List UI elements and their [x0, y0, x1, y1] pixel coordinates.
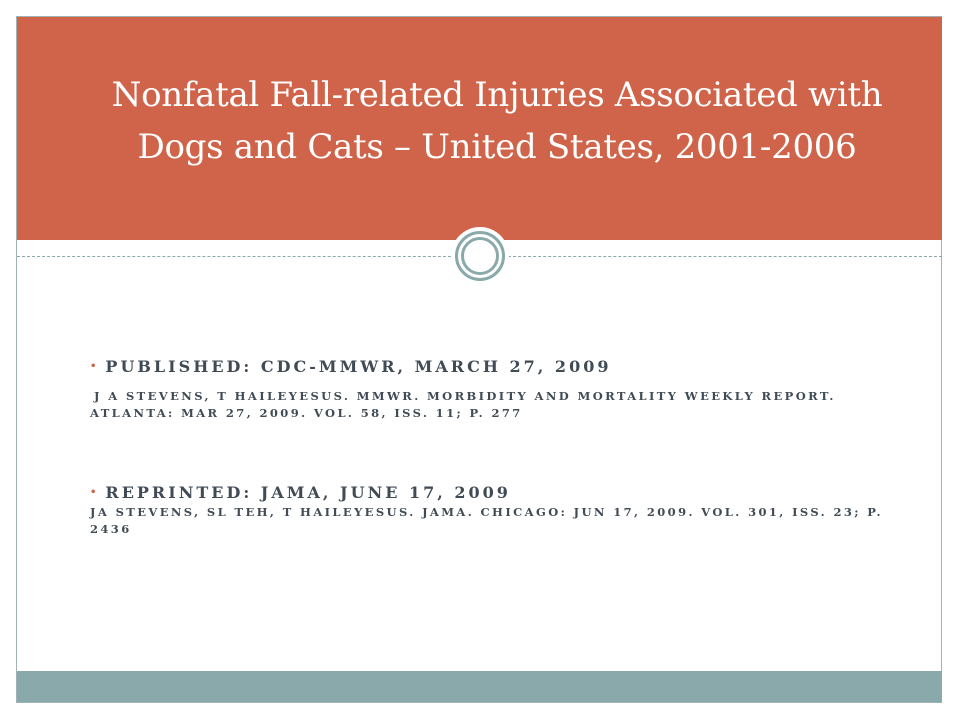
- title-band: [17, 17, 942, 240]
- bullet-reprinted: [90, 482, 910, 504]
- footer-band: [17, 671, 942, 702]
- bullet-dot-icon: •: [90, 487, 100, 498]
- slide-title: Nonfatal Fall-related Injuries Associated with Dogs and Cats – United States, 2001-2006: [111, 75, 883, 167]
- slide-body: [90, 356, 910, 538]
- bullet-heading-text: PUBLISHED: CDC-MMWR, MARCH 27, 2009: [105, 357, 612, 376]
- citation-mmwr: J A STEVENS, T HAILEYESUS. MMWR. MORBIDITY AND MORTALITY WEEKLY REPORT. ATLANTA: MAR 27, 2009. VOL. 58, ISS. 11; P. 277: [90, 389, 836, 420]
- bullet-heading-text: REPRINTED: JAMA, JUNE 17, 2009: [105, 483, 511, 502]
- citation-jama: JA STEVENS, SL TEH, T HAILEYESUS. JAMA. CHICAGO: JUN 17, 2009. VOL. 301, ISS. 23; P. 2436: [90, 505, 883, 536]
- bullet-published: [90, 356, 910, 378]
- spacer: [90, 422, 910, 482]
- divider-circle-inner-ring: [461, 237, 499, 275]
- bullet-dot-icon: •: [90, 361, 100, 372]
